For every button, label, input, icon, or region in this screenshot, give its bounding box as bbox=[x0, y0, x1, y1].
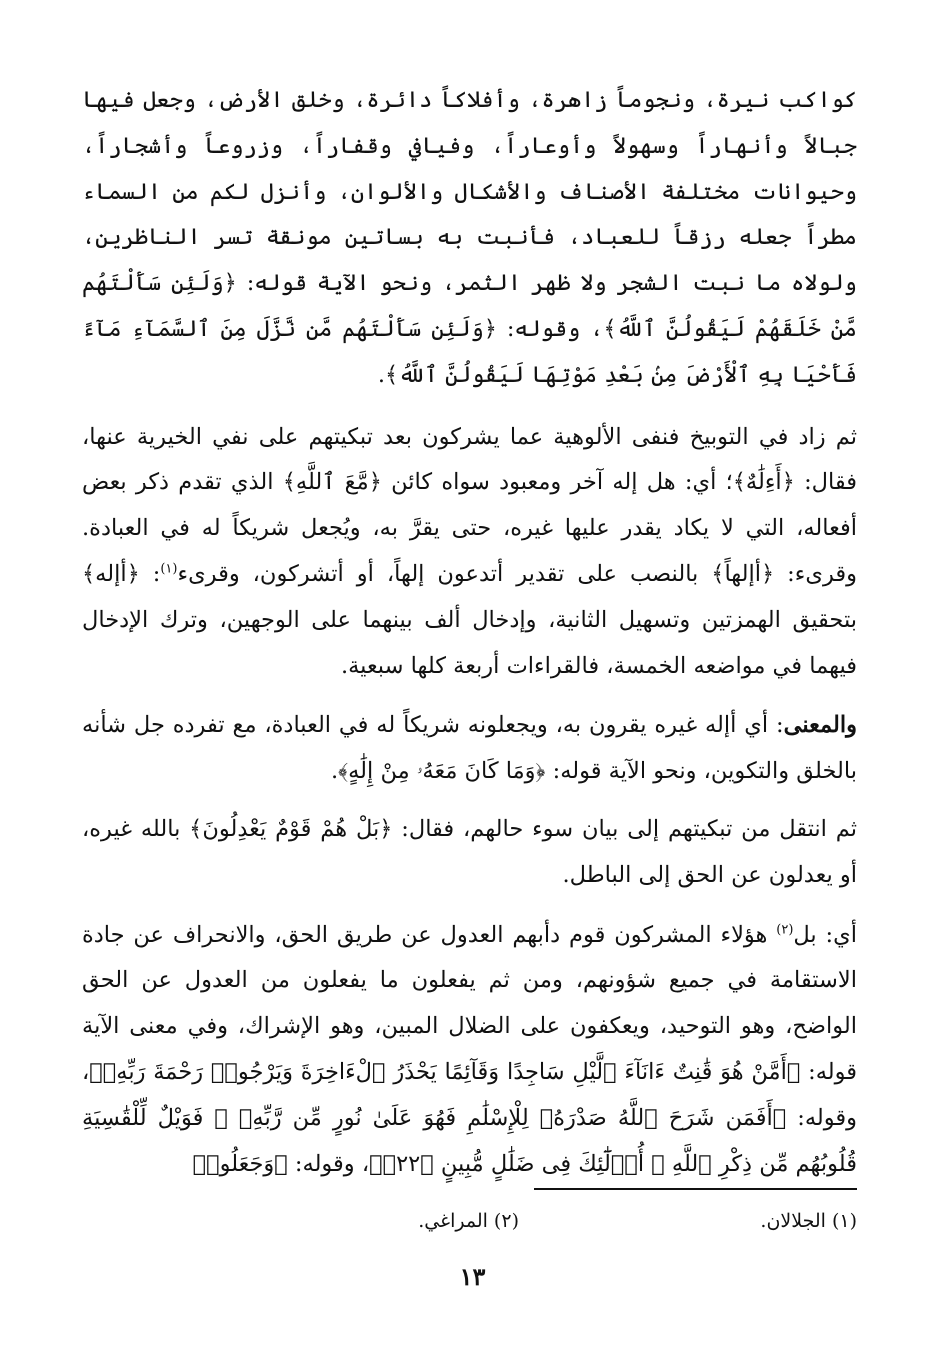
paragraph-5-text-b: هؤلاء المشركون قوم دأبهم العدول عن طريق الحق، والانحراف عن جادة الاستقامة في جميع شؤونهم، ومن ثم يفعلون ما يفعلون من العدول عن الحق الواضح، وهو التوحيد، ويعكفون على الضلال المبين، وهو الإشراك، وفي معنى الآية قوله: ﴿أَمَّنْ هُوَ قَٰنِتٌ ءَانَآءَ ٱلَّيْلِ سَاجِدًا وَقَآئِمًا يَحْذَرُ ٱلْءَاخِرَةَ وَيَرْجُوا۟ رَحْمَةَ رَبِّهِۦ﴾، وقوله: ﴿أَفَمَن شَرَحَ ٱللَّهُ صَدْرَهُۥ لِلْإِسْلَٰمِ فَهُوَ عَلَىٰ نُورٍ مِّن رَّبِّهِۦ ۚ فَوَيْلٌ لِّلْقَٰسِيَةِ قُلُوبُهُم مِّن ذِكْرِ ٱللَّهِ ۚ أُو۟لَٰٓئِكَ فِى ضَلَٰلٍ مُّبِينٍ ﴿٢٢﴾﴾، وقوله: ﴿وَجَعَلُوا۟ bbox=[82, 921, 857, 1177]
footnote-ref-2: (٢) bbox=[776, 922, 794, 938]
footnote-2: (٢) المراغي. bbox=[418, 1210, 519, 1232]
paragraph-3-text: : أي أإله غيره يقرون به، ويجعلونه شريكاً له في العبادة، مع تفرده جل شأنه بالخلق والتكوين، ونحو الآية قوله: ﴿وَمَا كَانَ مَعَهُۥ مِنْ إِلَٰهٍ﴾. bbox=[82, 712, 857, 785]
page-body bbox=[82, 78, 857, 1187]
paragraph-4: ثم انتقل من تبكيتهم إلى بيان سوء حالهم، فقال: ﴿بَلْ هُمْ قَوْمٌ يَعْدِلُونَ﴾ بالله غيره، أو يعدلون عن الحق إلى الباطل. bbox=[82, 815, 857, 888]
paragraph-5 bbox=[82, 913, 857, 1188]
footnote-1: (١) الجلالان. bbox=[760, 1210, 857, 1232]
paragraph-5-text-a: أي: بل bbox=[793, 921, 857, 948]
paragraph-3 bbox=[82, 703, 857, 795]
page-number: ١٣ bbox=[459, 1262, 486, 1291]
paragraph-2-text-a: ثم زاد في التوبيخ فنفى الألوهية عما يشركون بعد تبكيتهم على نفي الخيرية عنها، فقال: ﴿أَءِلَٰهٌ﴾؛ أي: هل إله آخر ومعبود سواه كائن ﴿مَّعَ ٱللَّهِ﴾ الذي تقدم ذكر بعض أفعاله، التي لا يكاد يقدر عليها غيره، حتى يقرَّ به، ويُجعل شريكاً له في العبادة. وقرىء: ﴿أإلهاً﴾ بالنصب على تقدير أتدعون إلهاً، أو أتشركون، وقرىء bbox=[82, 423, 857, 587]
paragraph-2-text-b: : ﴿أإله﴾ بتحقيق الهمزتين وتسهيل الثانية، وإدخال ألف بينهما على الوجهين، وترك الإدخال فيهما في مواضعه الخمسة، فالقراءات أربعة كلها سبعية. bbox=[82, 560, 857, 679]
footnote-ref-1: (١) bbox=[160, 561, 178, 577]
paragraph-1: كواكب نيرة، ونجوماً زاهرة، وأفلاكاً دائرة، وخلق الأرض، وجعل فيها جبالاً وأنهاراً وسهولاً وأوعاراً، وفيافي وقفاراً، وزروعاً وأشجاراً، وحيوانات مختلفة الأصناف والأشكال والألوان، وأنزل لكم من السماء مطراً جعله رزقاً للعباد، فأنبت به بساتين مونقة تسر الناظرين، ولولاه ما نبت الشجر ولا ظهر الثمر، ونحو الآية قوله: ﴿وَلَئِن سَأَلْتَهُم مَّنْ خَلَقَهُمْ لَيَقُولُنَّ ٱللَّهُ﴾، وقوله: ﴿وَلَئِن سَأَلْتَهُم مَّن نَّزَّلَ مِنَ ٱلسَّمَآءِ مَآءً فَأَحْيَا بِهِ ٱلْأَرْضَ مِنۢ بَعْدِ مَوْتِهَا لَيَقُولُنَّ ٱللَّهُ﴾. bbox=[82, 87, 857, 388]
footnote-divider bbox=[534, 1188, 857, 1190]
meaning-label: والمعنى bbox=[783, 712, 857, 739]
paragraph-2 bbox=[82, 415, 857, 690]
